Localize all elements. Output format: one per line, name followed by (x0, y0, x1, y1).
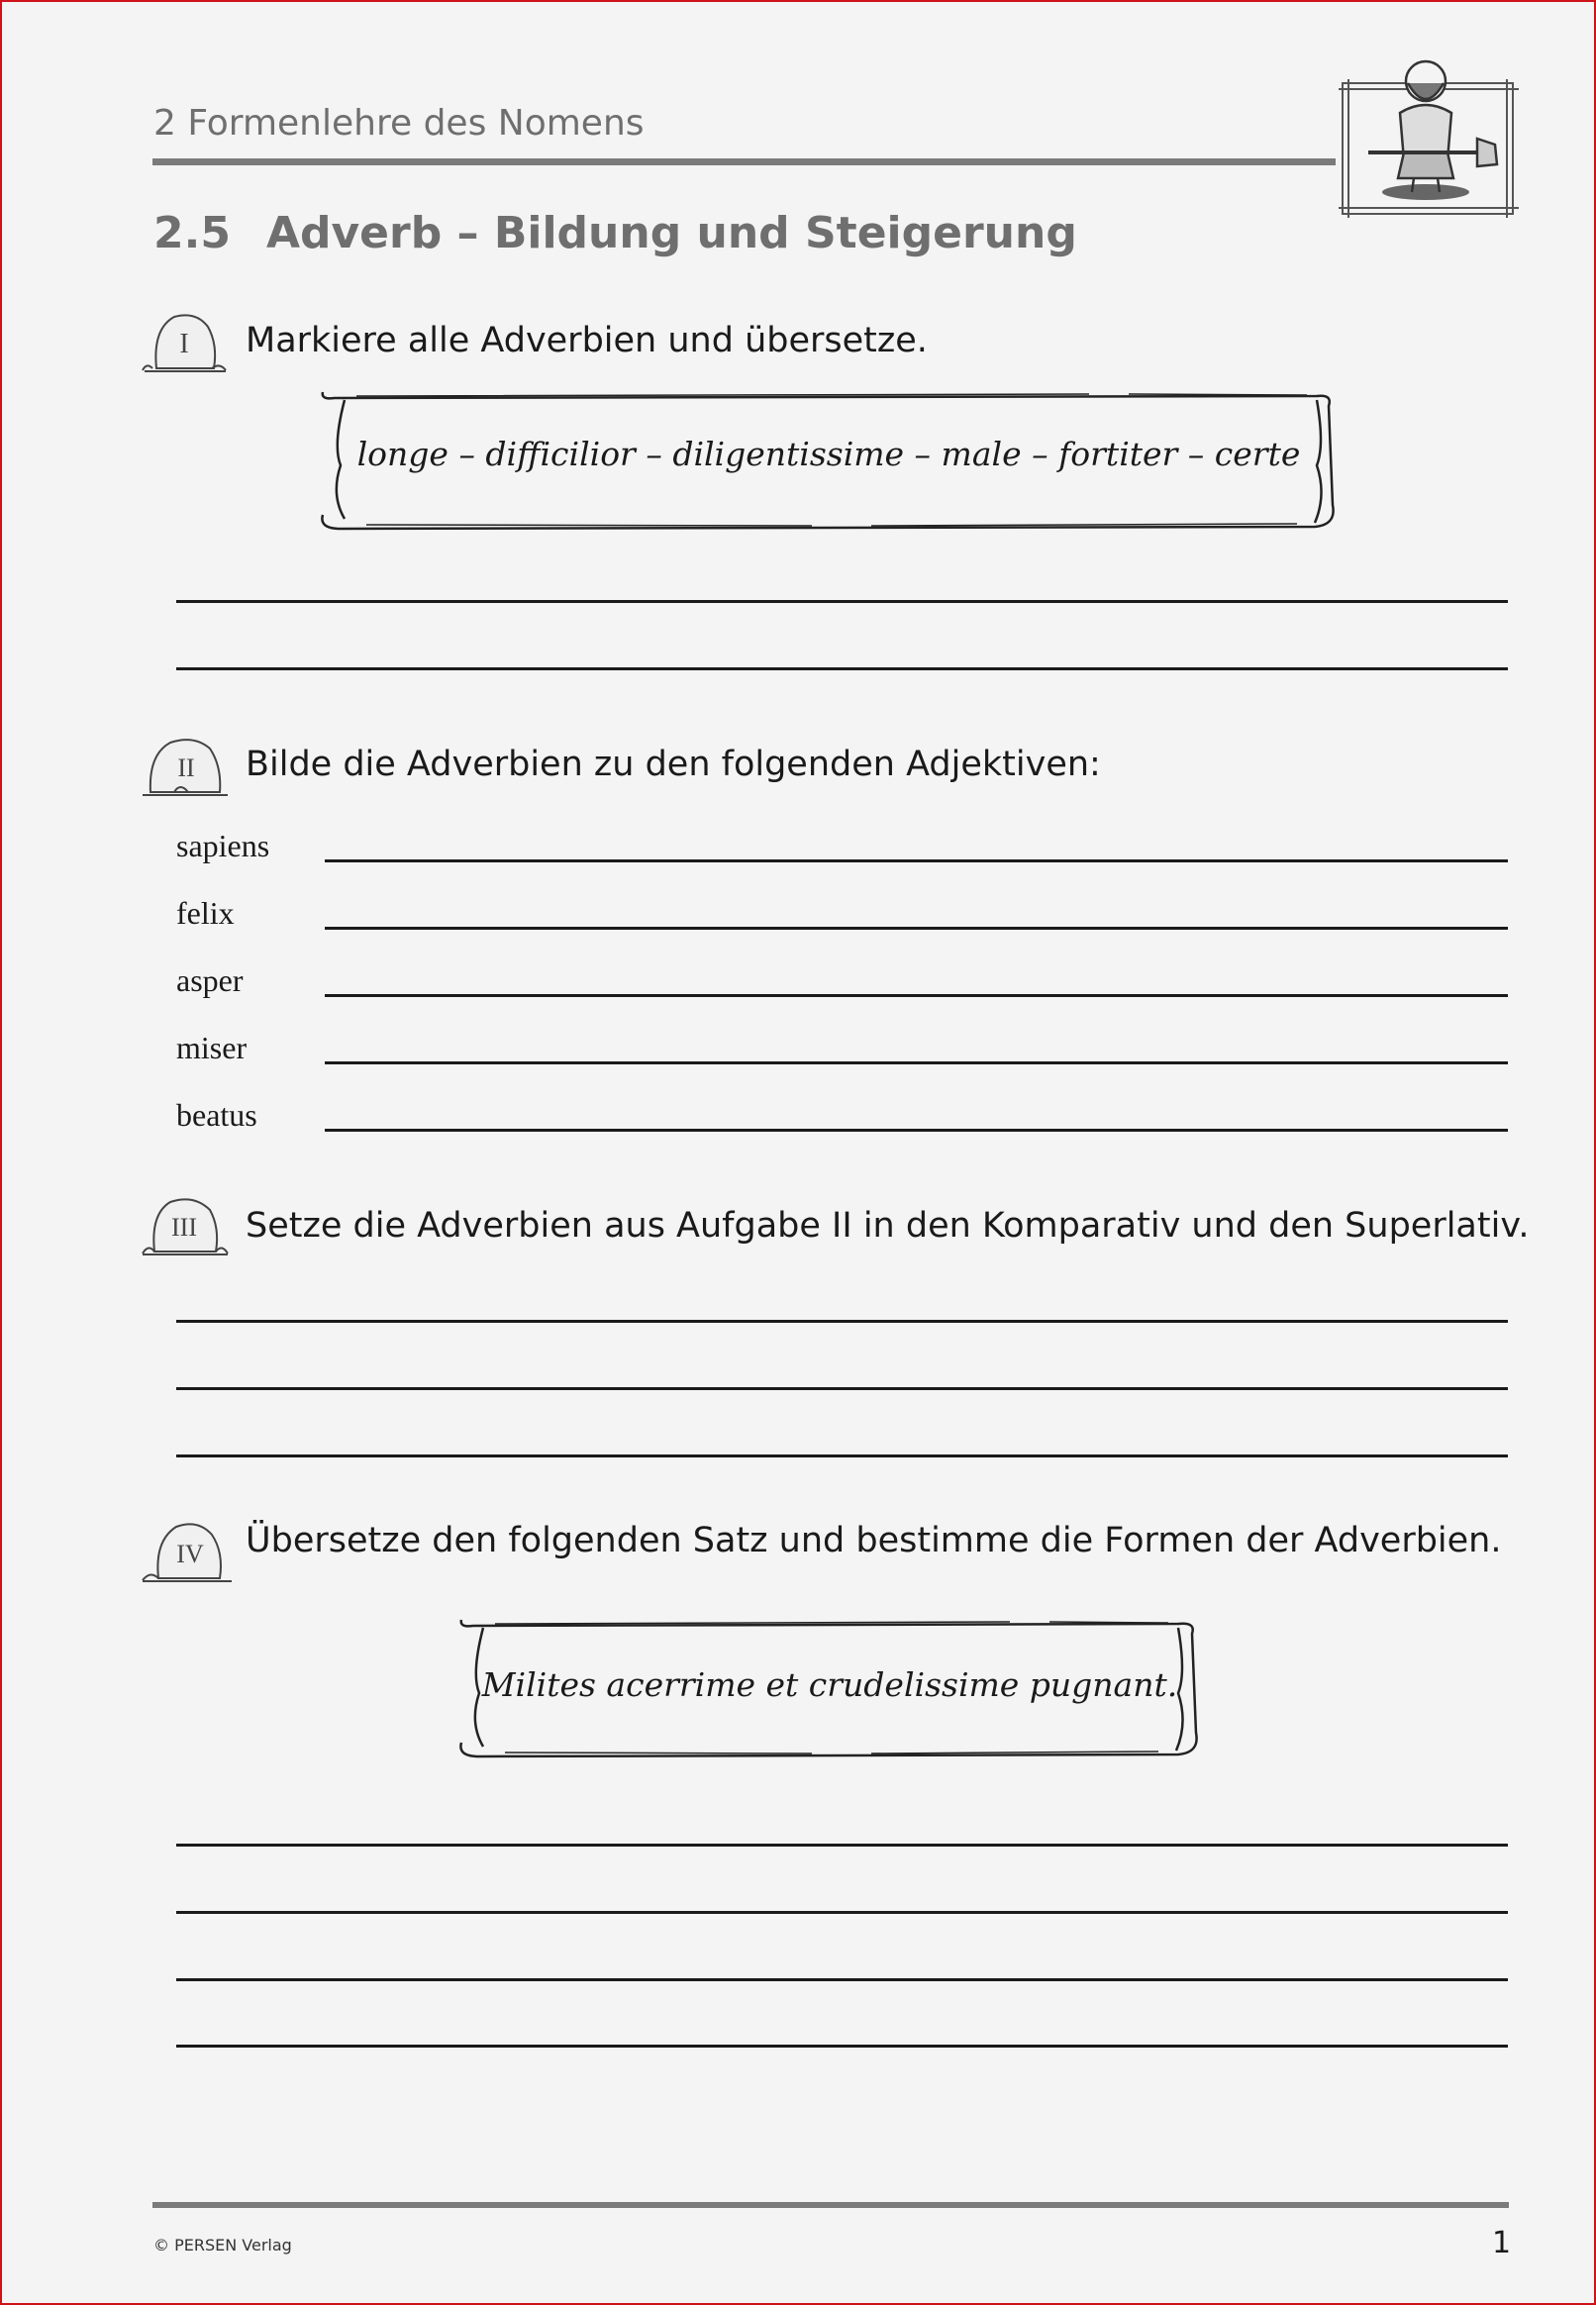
answer-line[interactable] (176, 1454, 1508, 1457)
answer-line[interactable] (176, 1911, 1508, 1914)
task-instruction: Übersetze den folgenden Satz und bestimme die Formen der Adverbien. (246, 1521, 1502, 1560)
answer-line[interactable] (325, 1129, 1508, 1132)
section-heading (153, 208, 1077, 258)
adjective-word: asper (176, 962, 244, 998)
answer-line[interactable] (176, 1978, 1508, 1981)
answer-line[interactable] (176, 600, 1508, 603)
task-stone-icon (141, 733, 230, 800)
page-number: 1 (1492, 2226, 1512, 2260)
section-title: Adverb – Bildung und Steigerung (265, 208, 1077, 258)
task-stone-icon (141, 1515, 236, 1586)
section-number: 2.5 (153, 208, 231, 258)
answer-line[interactable] (325, 1061, 1508, 1064)
scroll-text: longe – difficilior – diligentissime – male – fortiter – certe (356, 435, 1301, 473)
task-stone-icon (141, 309, 228, 376)
task-stone-icon (141, 1192, 230, 1259)
answer-line[interactable] (176, 2045, 1508, 2048)
warrior-illustration (1339, 53, 1519, 222)
copyright: © PERSEN Verlag (153, 2236, 292, 2255)
adjective-word: miser (176, 1030, 248, 1065)
answer-line[interactable] (325, 859, 1508, 862)
answer-line[interactable] (176, 1844, 1508, 1847)
footer-rule (152, 2202, 1509, 2208)
task-instruction: Setze die Adverbien aus Aufgabe II in den Komparativ und den Superlativ. (246, 1206, 1530, 1246)
task-instruction: Bilde die Adverbien zu den folgenden Adjektiven: (246, 745, 1101, 784)
answer-line[interactable] (176, 1320, 1508, 1323)
task-instruction: Markiere alle Adverbien und übersetze. (246, 321, 928, 360)
adjective-word: sapiens (176, 828, 270, 863)
adjective-word: felix (176, 895, 235, 931)
chapter-title: 2 Formenlehre des Nomens (153, 103, 645, 144)
task-numeral: I (179, 329, 189, 359)
adjective-word: beatus (176, 1097, 257, 1133)
chapter-rule (152, 158, 1336, 165)
scroll-text: Milites acerrime et crudelissime pugnant. (481, 1665, 1178, 1704)
answer-line[interactable] (176, 1387, 1508, 1390)
answer-line[interactable] (176, 667, 1508, 670)
task-numeral: II (177, 753, 195, 782)
task-numeral: IV (176, 1540, 204, 1568)
answer-line[interactable] (325, 927, 1508, 930)
task-numeral: III (171, 1213, 197, 1242)
answer-line[interactable] (325, 994, 1508, 997)
